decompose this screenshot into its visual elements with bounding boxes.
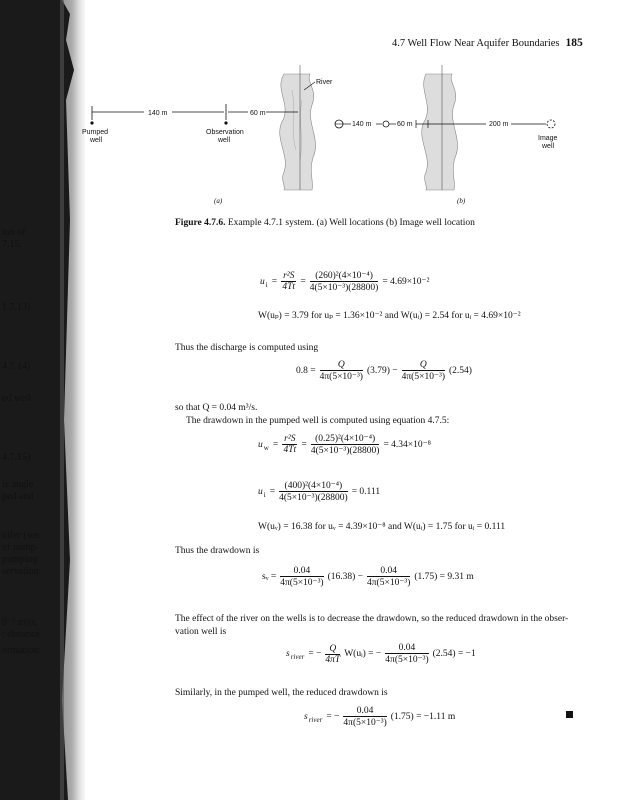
equation-ui-2: u i = $\frac{\text{(400)²(4×10⁻⁴)}}{\text{4(5×10⁻³)(28800)}}$ = 0.111 bbox=[258, 481, 381, 503]
pumped-well-label-1: Pumped bbox=[82, 129, 109, 136]
eq9-den: 4π(5×10⁻³) bbox=[343, 718, 387, 728]
eq4-den: 4Tt bbox=[283, 445, 297, 455]
pumped-well-dot bbox=[90, 121, 93, 124]
equation-wu: W(uₚ) = 3.79 for uₚ = 1.36×10⁻² and W(uᵢ) = 2.54 for uᵢ = 4.69×10⁻² bbox=[258, 311, 521, 321]
eq3-q1: Q bbox=[337, 360, 345, 370]
eq3-q2: Q bbox=[419, 360, 427, 370]
eq7-lhs: sᵥ = bbox=[262, 572, 277, 582]
river-a bbox=[280, 74, 316, 190]
eq3-lhs: 0.8 = bbox=[296, 366, 316, 376]
paragraph-3: The drawdown in the pumped well is computed using equation 4.7.5: bbox=[186, 416, 450, 426]
margin-line: : distance bbox=[2, 629, 41, 640]
equation-uw: u w = $\frac{\text{r²S}}{4Tt}$ = $\frac{\text{(0.25)²(4×10⁻⁴)}}{\text{4(5×10⁻³)(28800)}}$ = 4.34×10⁻⁸ bbox=[258, 434, 431, 456]
caption-label: Figure 4.7.6. bbox=[175, 218, 226, 228]
eq1-result: = 4.69×10⁻² bbox=[382, 277, 430, 287]
eq7-num1: 0.04 bbox=[280, 566, 323, 577]
image-well-symbol bbox=[547, 120, 555, 128]
eq8-result: (2.54) = −1 bbox=[432, 649, 476, 659]
observation-well-symbol-b bbox=[383, 121, 389, 127]
eq4-lhs: u bbox=[258, 439, 263, 450]
obs-well-label-2: well bbox=[218, 137, 231, 144]
river-label: River bbox=[316, 79, 333, 86]
eq8-mid: W(uᵢ) = − bbox=[344, 649, 382, 659]
eq4-result: = 4.34×10⁻⁸ bbox=[383, 440, 431, 450]
section-title: 4.7 Well Flow Near Aquifer Boundaries bbox=[392, 38, 560, 49]
margin-line: 7.15. bbox=[2, 239, 22, 250]
margin-line: 1.7.13) bbox=[2, 302, 31, 313]
eq1-lhs: u bbox=[260, 276, 265, 287]
margin-line: ormation: bbox=[2, 645, 41, 656]
eq1-num2: (260)²(4×10⁻⁴) bbox=[310, 270, 379, 282]
margin-line: ion of bbox=[2, 227, 26, 238]
observation-well-dot bbox=[224, 121, 227, 124]
paragraph-4: Thus the drawdown is bbox=[175, 546, 260, 556]
eq4-num2: (0.25)²(4×10⁻⁴) bbox=[311, 433, 380, 445]
margin-line: ped and bbox=[2, 491, 34, 502]
eq3-f2: (2.54) bbox=[448, 366, 472, 376]
eq8-den: 4πT bbox=[325, 654, 341, 665]
pumped-well-label-2: well bbox=[90, 137, 103, 144]
dim-60m-b: 60 m bbox=[397, 121, 413, 128]
eq9-result: (1.75) = −1.11 m bbox=[390, 712, 456, 722]
dim-60m-a: 60 m bbox=[250, 110, 266, 117]
margin-line: ie angle bbox=[2, 479, 34, 490]
eq5-lhs: u bbox=[258, 486, 263, 497]
equation-ui: u i = $\frac{\text{r²S}}{4Tt}$ = $\frac{\text{(260)²(4×10⁻⁴)}}{\text{4(5×10⁻³)(28800)}}$ = 4.69×10⁻² bbox=[260, 271, 430, 293]
margin-line: uifer (see bbox=[2, 530, 40, 541]
eq8-lhs: s bbox=[286, 649, 290, 659]
eq7-den1: 4π(5×10⁻³) bbox=[280, 578, 324, 588]
equation-sw bbox=[262, 566, 474, 588]
eq3-f1: (3.79) − bbox=[366, 366, 398, 376]
obs-well-label-1: Observation bbox=[206, 129, 244, 136]
paragraph-2: so that Q = 0.04 m³/s. bbox=[175, 403, 258, 413]
eq4-num: r²S bbox=[284, 434, 296, 444]
image-well-label-2: well bbox=[542, 143, 555, 150]
equation-discharge bbox=[296, 360, 472, 382]
eq7-f2: (1.75) = 9.31 m bbox=[414, 572, 474, 582]
margin-line: 0⁻³ m²/s, bbox=[2, 617, 38, 628]
margin-line: pumping bbox=[2, 554, 38, 565]
eq7-num2: 0.04 bbox=[367, 566, 410, 577]
eq4-den2: 4(5×10⁻³)(28800) bbox=[310, 446, 380, 456]
running-header bbox=[392, 37, 583, 49]
margin-line: 4.7.15) bbox=[2, 452, 31, 463]
eq8-num: Q bbox=[329, 643, 337, 654]
figure-4-7-6 bbox=[82, 60, 618, 210]
eq8-num2: 0.04 bbox=[385, 643, 428, 654]
paragraph-5a: The effect of the river on the wells is to decrease the drawdown, so the reduced drawdown in the obser- bbox=[175, 614, 569, 624]
eq9-lhs: s bbox=[304, 712, 308, 722]
paragraph-1: Thus the discharge is computed using bbox=[175, 343, 319, 353]
eq3-den1: 4π(5×10⁻³) bbox=[319, 372, 363, 382]
eq7-den2: 4π(5×10⁻³) bbox=[367, 578, 411, 588]
left-margin-cutoff-text bbox=[0, 0, 60, 800]
eq3-den2: 4π(5×10⁻³) bbox=[401, 372, 445, 382]
margin-line: ed well bbox=[2, 393, 32, 404]
margin-line: of pump- bbox=[2, 542, 39, 553]
eq1-num: r²S bbox=[283, 271, 295, 281]
eq1-den2: 4(5×10⁻³)(28800) bbox=[309, 283, 379, 293]
margin-line: 4.7.14) bbox=[2, 361, 31, 372]
paragraph-5b: vation well is bbox=[175, 627, 227, 637]
page-number: 185 bbox=[565, 37, 583, 49]
equation-sriver-pumped: s river = − $\frac{0.04}{\text{4π(5×10⁻³)}}$ (1.75) = −1.11 m bbox=[304, 706, 456, 728]
image-well-label-1: Image bbox=[538, 135, 558, 142]
river-b bbox=[422, 74, 458, 190]
caption-text: Example 4.7.1 system. (a) Well locations (b) Image well location bbox=[227, 218, 475, 228]
end-of-example-square bbox=[566, 711, 573, 718]
eq8-den2: 4π(5×10⁻³) bbox=[385, 655, 429, 665]
dim-200m-b: 200 m bbox=[489, 121, 509, 128]
equation-sriver-obs: s river = − $\frac{Q}{4\pi T}$ W(uᵢ) = − $\frac{0.04}{\text{4π(5×10⁻³)}}$ (2.54) = −1 bbox=[286, 643, 476, 665]
dim-140m-b: 140 m bbox=[352, 121, 372, 128]
figure-caption bbox=[175, 218, 475, 228]
eq5-num: (400)²(4×10⁻⁴) bbox=[279, 480, 348, 492]
panel-b-label: (b) bbox=[457, 197, 466, 205]
eq1-den: 4Tt bbox=[282, 282, 296, 292]
panel-a-label: (a) bbox=[214, 197, 223, 205]
eq5-den: 4(5×10⁻³)(28800) bbox=[279, 493, 348, 503]
equation-w-values: W(uᵥ) = 16.38 for uᵥ = 4.39×10⁻⁸ and W(uᵢ) = 1.75 for uᵢ = 0.111 bbox=[258, 522, 506, 532]
eq7-f1: (16.38) − bbox=[327, 572, 364, 582]
dim-140m-a: 140 m bbox=[148, 110, 168, 117]
margin-line: servation bbox=[2, 566, 39, 577]
eq9-num: 0.04 bbox=[343, 706, 386, 717]
eq5-result: = 0.111 bbox=[351, 486, 381, 497]
paragraph-6: Similarly, in the pumped well, the reduced drawdown is bbox=[175, 688, 388, 698]
